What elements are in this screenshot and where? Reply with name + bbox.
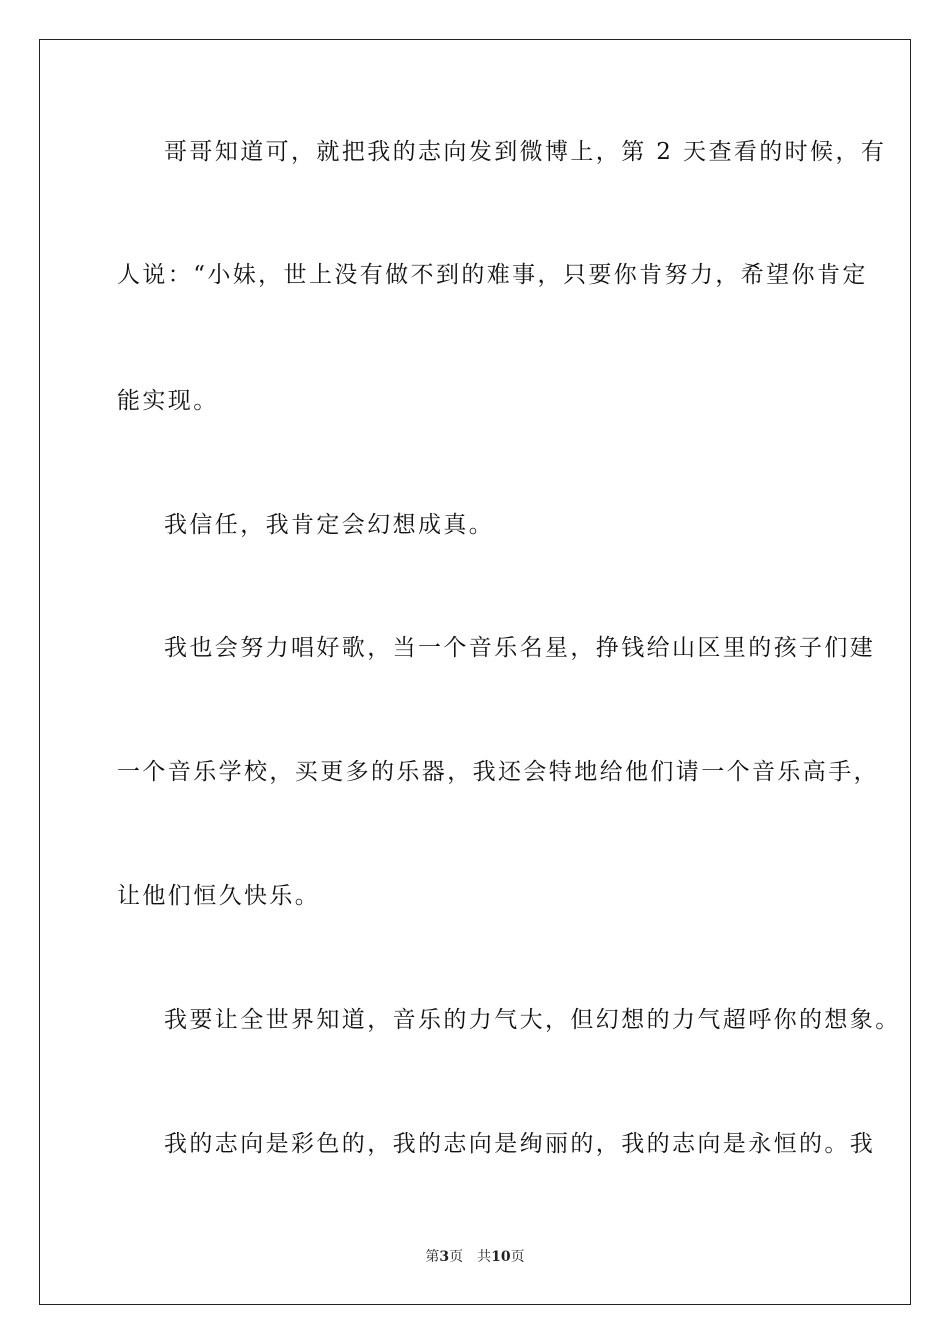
- total-prefix: 共: [477, 1249, 492, 1265]
- page-frame: [39, 39, 911, 1305]
- paragraph-line-7: 让他们恒久快乐。: [117, 883, 321, 909]
- paragraph-line-8: 我要让全世界知道，音乐的力气大，但幻想的力气超呼你的想象。: [164, 1007, 901, 1033]
- total-suffix: 页: [510, 1249, 525, 1265]
- page-prefix: 第: [425, 1249, 440, 1265]
- paragraph-line-2: 人说：“小妹，世上没有做不到的难事，只要你肯努力，希望你肯定: [117, 262, 868, 288]
- paragraph-line-3: 能实现。: [117, 388, 219, 414]
- page-suffix: 页: [449, 1249, 464, 1265]
- paragraph-line-5: 我也会努力唱好歌，当一个音乐名星，挣钱给山区里的孩子们建: [164, 635, 876, 661]
- current-page-number: 3: [439, 1249, 450, 1265]
- total-pages-number: 10: [491, 1249, 511, 1265]
- paragraph-line-4: 我信任，我肯定会幻想成真。: [164, 512, 495, 538]
- paragraph-line-1: 哥哥知道可，就把我的志向发到微博上，第 2 天查看的时候，有: [164, 139, 887, 165]
- paragraph-line-9: 我的志向是彩色的，我的志向是绚丽的，我的志向是永恒的。我: [164, 1131, 876, 1157]
- page-footer: [0, 1248, 950, 1266]
- paragraph-line-6: 一个音乐学校，买更多的乐器，我还会特地给他们请一个音乐高手，: [117, 759, 879, 785]
